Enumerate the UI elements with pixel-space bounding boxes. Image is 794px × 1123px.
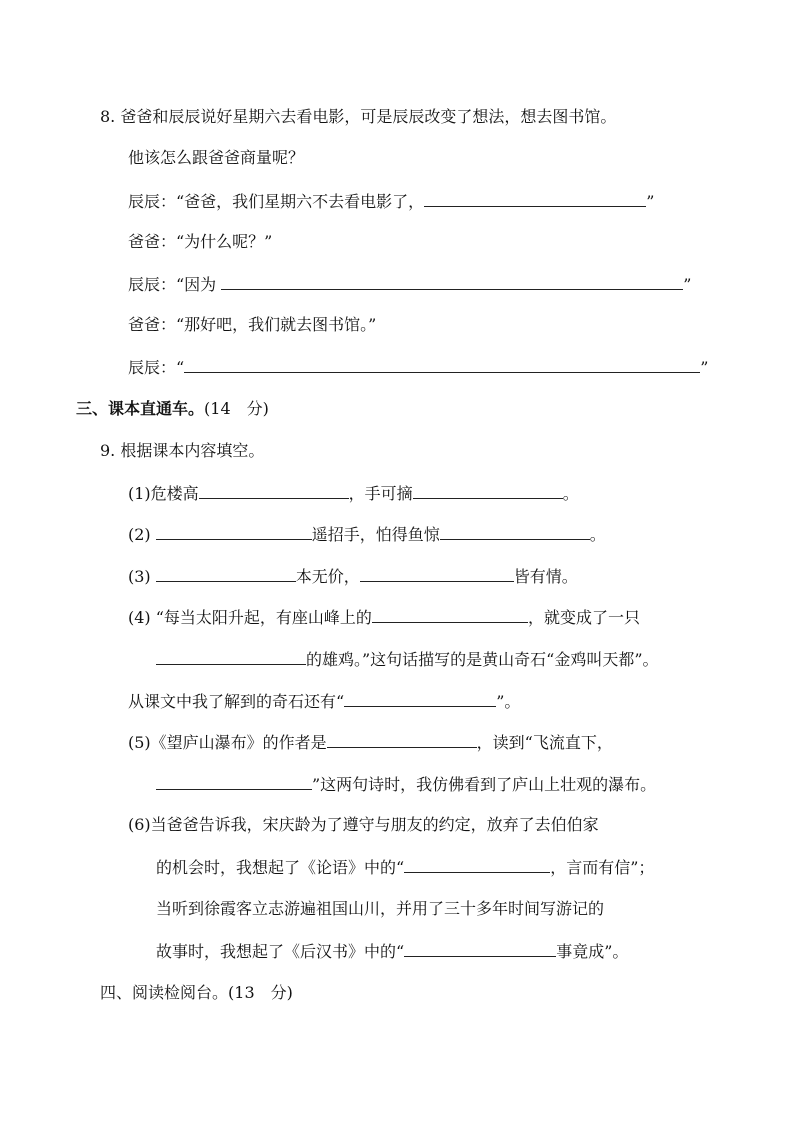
q8-dialogue-4: 爸爸：“那好吧，我们就去图书馆。”: [128, 315, 377, 334]
answer-blank[interactable]: [344, 690, 496, 707]
q8-prompt-line-1: 8. 爸爸和辰辰说好星期六去看电影，可是辰辰改变了想法，想去图书馆。: [100, 107, 617, 126]
q8-dialogue-5: [128, 356, 708, 379]
item-text: ，就变成了一只: [527, 608, 640, 627]
item-text: ”这两句诗时，我仿佛看到了庐山上壮观的瀑布。: [312, 775, 657, 794]
q9-item-5-line-1: [128, 731, 613, 754]
q9-item-4-line-3: [128, 690, 520, 713]
dialogue-text: ”: [700, 358, 709, 377]
answer-blank[interactable]: [404, 856, 550, 873]
item-text: 皆有情。: [513, 567, 578, 586]
item-text: ，手可摘: [348, 484, 413, 503]
item-text: 遥招手，怕得鱼惊: [311, 525, 440, 544]
section-title: 四、阅读检阅台。: [100, 983, 229, 1002]
section-title: 三、课本直通车。: [76, 399, 205, 418]
answer-blank[interactable]: [156, 565, 296, 582]
q9-item-4-line-2: [156, 648, 659, 671]
q8-dialogue-3: [128, 273, 691, 296]
section-score: (14 分): [204, 399, 269, 418]
answer-blank[interactable]: [184, 356, 700, 373]
dialogue-text: 辰辰：“: [128, 358, 185, 377]
answer-blank[interactable]: [156, 648, 306, 665]
answer-blank[interactable]: [156, 773, 312, 790]
answer-blank[interactable]: [440, 523, 590, 540]
dialogue-text: ”: [683, 275, 692, 294]
item-text: ，言而有信”；: [550, 858, 655, 877]
q8-dialogue-1: [128, 190, 654, 213]
q8-prompt-line-2: 他该怎么跟爸爸商量呢？: [128, 148, 305, 167]
section-4-heading: [100, 982, 293, 1004]
item-text: (5)《望庐山瀑布》的作者是: [128, 733, 327, 752]
item-text: 。: [562, 484, 579, 503]
q9-item-6-line-1: (6)当爸爸告诉我，宋庆龄为了遵守与朋友的约定，放弃了去伯伯家: [128, 815, 599, 834]
q8-dialogue-2: 爸爸：“为什么呢？”: [128, 232, 273, 251]
item-text: (3): [128, 567, 151, 586]
item-text: 。: [589, 525, 606, 544]
item-text: 的机会时，我想起了《论语》中的“: [156, 858, 405, 877]
item-text: ，读到“飞流直下，: [476, 733, 613, 752]
q9-item-3: [128, 565, 578, 588]
item-text: 本无价，: [295, 567, 360, 586]
q9-item-6-line-4: [156, 940, 628, 963]
item-text: (1)危楼高: [128, 484, 199, 503]
q9-prompt: 9. 根据课本内容填空。: [100, 441, 265, 460]
answer-blank[interactable]: [327, 731, 477, 748]
answer-blank[interactable]: [413, 482, 563, 499]
q9-item-1: [128, 482, 579, 505]
answer-blank[interactable]: [424, 190, 646, 207]
answer-blank[interactable]: [360, 565, 514, 582]
item-text: 故事时，我想起了《后汉书》中的“: [156, 942, 405, 961]
item-text: ”。: [496, 692, 521, 711]
q9-item-2: [128, 523, 606, 546]
item-text: 事竟成”。: [556, 942, 629, 961]
answer-blank[interactable]: [372, 606, 528, 623]
section-score: (13 分): [228, 983, 293, 1002]
answer-blank[interactable]: [404, 940, 556, 957]
q9-item-5-line-2: [156, 773, 656, 796]
section-3-heading: [76, 398, 269, 420]
item-text: (4) “每当太阳升起，有座山峰上的: [128, 608, 372, 627]
item-text: 的雄鸡。”这句话描写的是黄山奇石“金鸡叫天都”。: [306, 650, 659, 669]
q9-item-4-line-1: [128, 606, 640, 629]
dialogue-text: 辰辰：“因为: [128, 275, 217, 294]
item-text: (2): [128, 525, 151, 544]
item-text: 从课文中我了解到的奇石还有“: [128, 692, 345, 711]
dialogue-text: ”: [646, 192, 655, 211]
q9-item-6-line-2: [156, 856, 654, 879]
answer-blank[interactable]: [199, 482, 349, 499]
q9-item-6-line-3: 当听到徐霞客立志游遍祖国山川，并用了三十多年时间写游记的: [156, 899, 605, 918]
answer-blank[interactable]: [156, 523, 312, 540]
answer-blank[interactable]: [221, 273, 683, 290]
dialogue-text: 辰辰：“爸爸，我们星期六不去看电影了，: [128, 192, 425, 211]
